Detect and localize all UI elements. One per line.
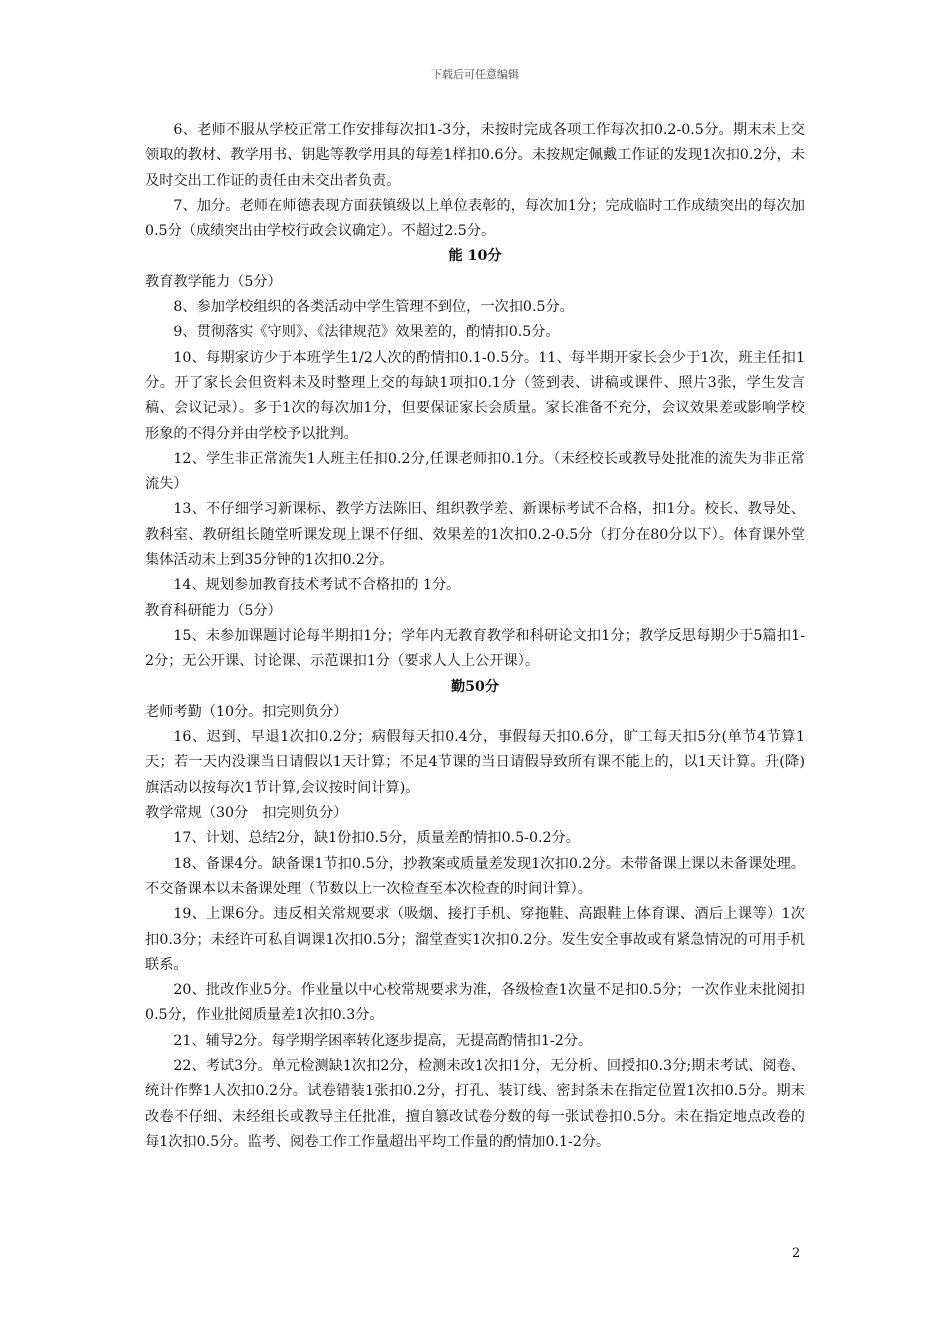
- paragraph-item-18: 18、备课4分。缺备课1节扣0.5分，抄教案或质量差发现1次扣0.2分。未带备课上课以未备课处理。不交备课本以未备课处理（节数以上一次检查至本次检查的时间计算）。: [145, 855, 805, 897]
- subsection-title-teaching-routine: 教学常规（30分 扣完则负分）: [145, 805, 348, 822]
- subsection-title-teaching-ability: 教育教学能力（5分）: [145, 273, 282, 290]
- paragraph-item-14: 14、规划参加教育技术考试不合格扣的 1分。: [173, 577, 461, 594]
- paragraph-item-13: 13、不仔细学习新课标、教学方法陈旧、组织教学差、新课标考试不合格，扣1分。校长、教导处、教科室、教研组长随堂听课发现上课不仔细、效果差的1次扣0.2-0.5分（打分在80分以下）。体育课外堂集体活动未上到35分钟的1次扣0.2分。: [145, 501, 805, 569]
- paragraph-item-22: 22、考试3分。单元检测缺1次扣2分，检测未改1次扣1分，无分析、回授扣0.3分;期末考试、阅卷、统计作弊1人次扣0.2分。试卷错装1张扣0.2分，打孔、装订线、密封条未在指定位置1次扣0.5分。期末改卷不仔细、未经组长或教导主任批准，擅自篡改试卷分数的每一张试卷扣0.5分。未在指定地点改卷的每1次扣0.5分。监考、阅卷工作工作量超出平均工作量的酌情加0.1-2分。: [145, 1057, 805, 1150]
- subsection-title-research-ability: 教育科研能力（5分）: [145, 602, 282, 619]
- paragraph-item-21: 21、辅导2分。每学期学困率转化逐步提高，无提高酌情扣1-2分。: [173, 1032, 593, 1049]
- paragraph-item-6: 6、老师不服从学校正常工作安排每次扣1-3分，未按时完成各项工作每次扣0.2-0.5分。期末未上交领取的教材、教学用书、钥匙等教学用具的每差1样扣0.6分。未按规定佩戴工作证的发现1次扣0.2分，未及时交出工作证的责任由未交出者负责。: [145, 122, 805, 189]
- paragraph-item-12: 12、学生非正常流失1人班主任扣0.2分,任课老师扣0.1分。（未经校长或教导处批准的流失为非正常流失）: [145, 450, 805, 493]
- document-body: [145, 118, 805, 1155]
- page-header: 下载后可任意编辑: [431, 68, 519, 81]
- paragraph-item-17: 17、计划、总结2分，缺1份扣0.5分，质量差酌情扣0.5-0.2分。: [173, 830, 580, 847]
- section-heading-diligence: 勤50分: [450, 678, 500, 695]
- paragraph-item-16: 16、迟到、早退1次扣0.2分；病假每天扣0.4分，事假每天扣0.6分，旷工每天扣5分(单节4节算1天；若一天内没课当日请假以1天计算；不足4节课的当日请假导致所有课不能上的，以1天计算。升(降)旗活动以按每次1节计算,会议按时间计算)。: [145, 729, 805, 796]
- paragraph-item-9: 9、贯彻落实《守则》、《法律规范》效果差的，酌情扣0.5分。: [173, 324, 560, 341]
- paragraph-item-7: 7、加分。老师在师德表现方面获镇级以上单位表彰的，每次加1分；完成临时工作成绩突出的每次加0.5分（成绩突出由学校行政会议确定）。不超过2.5分。: [145, 197, 805, 240]
- paragraph-item-15: 15、未参加课题讨论每半期扣1分；学年内无教育教学和科研论文扣1分；教学反思每期少于5篇扣1-2分；无公开课、讨论课、示范课扣1分（要求人人上公开课）。: [145, 627, 805, 670]
- section-heading-ability: 能 10分: [448, 248, 502, 265]
- subsection-title-attendance: 老师考勤（10分。扣完则负分）: [145, 703, 348, 720]
- paragraph-item-10-11: 10、每期家访少于本班学生1/2人次的酌情扣0.1-0.5分。11、每半期开家长会少于1次，班主任扣1分。开了家长会但资料未及时整理上交的每缺1项扣0.1分（签到表、讲稿或课件、照片3张，学生发言稿、会议记录）。多于1次的每次加1分，但要保证家长会质量。家长准备不充分，会议效果差或影响学校形象的不得分并由学校予以批判。: [145, 349, 805, 442]
- paragraph-item-19: 19、上课6分。违反相关常规要求（吸烟、接打手机、穿拖鞋、高跟鞋上体育课、酒后上课等）1次扣0.3分；未经许可私自调课1次扣0.5分；溜堂查实1次扣0.2分。发生安全事故或有紧急情况的可用手机联系。: [145, 906, 805, 973]
- paragraph-item-20: 20、批改作业5分。作业量以中心校常规要求为准，各级检查1次量不足扣0.5分；一次作业未批阅扣0.5分，作业批阅质量差1次扣0.3分。: [145, 982, 805, 1024]
- page-number: 2: [792, 1246, 801, 1261]
- paragraph-item-8: 8、参加学校组织的各类活动中学生管理不到位，一次扣0.5分。: [173, 299, 574, 316]
